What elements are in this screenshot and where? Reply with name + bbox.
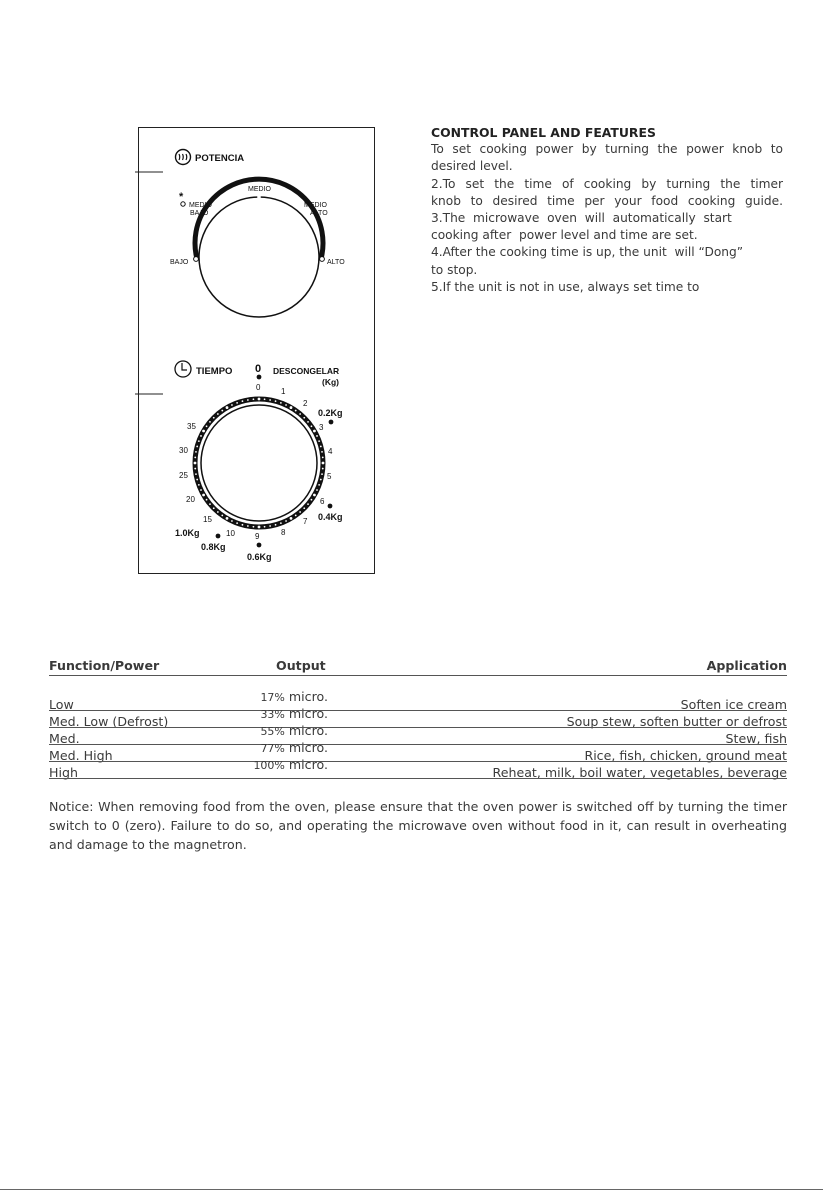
timer-ring-tick	[242, 400, 244, 402]
timer-ring-tick	[198, 484, 200, 486]
timer-ring-tick	[236, 402, 238, 404]
weight-label-0.6: 0.6Kg	[247, 552, 272, 562]
timer-ring-tick	[206, 425, 208, 427]
table-row	[49, 757, 787, 780]
footer-rule	[0, 1189, 823, 1190]
features-heading: CONTROL PANEL AND FEATURES	[431, 125, 656, 140]
timer-title: TIEMPO	[196, 366, 233, 377]
timer-ring-tick	[195, 451, 197, 453]
row-rule	[49, 778, 787, 779]
timer-ring-tick	[253, 398, 255, 400]
row-application: Rice, fish, chicken, ground meat	[584, 748, 787, 763]
row-output-percent: 100%	[253, 759, 285, 772]
weight-label-1.0: 1.0Kg	[175, 528, 200, 538]
row-output-percent: 55%	[260, 725, 285, 738]
timer-ring-tick	[307, 503, 309, 505]
weight-dot-0.4	[328, 504, 333, 509]
timer-ring-tick	[299, 511, 301, 513]
table-row	[49, 706, 787, 729]
row-output	[260, 740, 328, 755]
row-output-unit: micro.	[288, 740, 328, 755]
timer-ring-tick	[264, 398, 266, 400]
timer-ring-tick	[313, 430, 316, 433]
timer-ring-tick	[247, 525, 249, 527]
features-section	[431, 124, 783, 296]
weight-dot-0.2	[329, 420, 334, 425]
header-application: Application	[706, 658, 787, 673]
timer-knob-dial	[201, 405, 317, 521]
timer-ring-tick	[275, 524, 277, 526]
timer-ring-tick	[290, 517, 293, 520]
row-function: High	[49, 765, 78, 780]
timer-ring-tick	[231, 520, 233, 522]
timer-ring-tick	[202, 430, 205, 433]
timer-ring-tick	[316, 489, 318, 491]
timer-ring-tick	[209, 421, 211, 423]
features-line: To set cooking power by turning the power knob to	[431, 142, 783, 157]
timer-ring-tick	[247, 399, 249, 401]
row-output	[260, 689, 328, 704]
timer-ring-tick	[307, 421, 309, 423]
timer-minute-30: 30	[179, 446, 188, 455]
timer-ring-ticks	[194, 398, 325, 529]
row-output	[260, 706, 328, 721]
power-label-medio-bajo-2: BAJO	[190, 210, 209, 217]
row-output-unit: micro.	[288, 706, 328, 721]
timer-ring-tick	[221, 515, 223, 517]
timer-minute-5: 5	[327, 472, 332, 481]
timer-ring-tick	[264, 526, 266, 528]
timer-ring-tick	[213, 507, 215, 509]
timer-zero-dot	[257, 375, 262, 380]
weight-label-0.8: 0.8Kg	[201, 542, 226, 552]
timer-ring-tick	[318, 484, 320, 486]
row-output-percent: 33%	[260, 708, 285, 721]
timer-ring-tick	[316, 435, 318, 437]
timer-ring-tick	[194, 462, 197, 465]
header-output: Output	[276, 658, 326, 673]
timer-minute-9: 9	[255, 532, 260, 541]
power-label-bajo: BAJO	[170, 259, 189, 266]
power-label-alto: ALTO	[327, 259, 345, 266]
timer-ring-tick	[231, 404, 233, 406]
row-application: Soften ice cream	[680, 697, 787, 712]
clock-icon-hands	[182, 363, 187, 370]
power-dot-alto	[320, 257, 325, 262]
timer-ring-tick	[269, 525, 271, 527]
timer-ring-tick	[280, 522, 282, 524]
timer-zero-mark: 0	[255, 363, 262, 375]
timer-ring-tick	[280, 402, 282, 404]
timer-minute-20: 20	[186, 495, 195, 504]
clock-icon	[175, 361, 191, 377]
power-icon-waves	[179, 154, 187, 160]
timer-ring-tick	[275, 400, 277, 402]
timer-ring-tick	[236, 522, 238, 524]
weight-label-0.2: 0.2Kg	[318, 408, 343, 418]
timer-ring-tick	[285, 520, 287, 522]
timer-ring-tick	[311, 425, 313, 427]
timer-ring-tick	[290, 406, 293, 409]
timer-minute-15: 15	[203, 515, 212, 524]
timer-ring-tick	[200, 435, 202, 437]
timer-minute-8: 8	[281, 528, 286, 537]
row-function: Med.	[49, 731, 80, 746]
timer-ring-tick	[322, 462, 325, 465]
row-output-unit: micro.	[288, 757, 328, 772]
features-line: cooking after power level and time are set.	[431, 228, 698, 243]
timer-minute-25: 25	[179, 471, 188, 480]
defrost-title: DESCONGELAR	[273, 366, 340, 376]
row-function: Low	[49, 697, 74, 712]
row-function: Med. High	[49, 748, 113, 763]
header-rule	[49, 675, 787, 676]
defrost-unit: (Kg)	[322, 377, 339, 387]
panel-outline	[139, 128, 375, 574]
timer-ring-tick	[194, 468, 196, 470]
weight-dot-0.6	[257, 543, 262, 548]
table-row	[49, 689, 787, 712]
timer-ring-tick	[196, 446, 198, 448]
power-title: POTENCIA	[195, 153, 245, 164]
timer-ring-tick	[200, 489, 202, 491]
timer-minute-10: 10	[226, 529, 235, 538]
timer-ring-tick	[318, 440, 320, 442]
row-output-percent: 17%	[260, 691, 285, 704]
table-row	[49, 723, 787, 746]
timer-ring-tick	[321, 473, 323, 475]
timer-ring-tick	[242, 524, 244, 526]
timer-ring-tick	[303, 507, 305, 509]
row-output-unit: micro.	[288, 723, 328, 738]
timer-ring-tick	[226, 406, 229, 409]
timer-ring-tick	[320, 479, 322, 481]
weight-dot-0.8	[216, 534, 221, 539]
timer-minute-2: 2	[303, 399, 308, 408]
row-application: Stew, fish	[725, 731, 787, 746]
power-label-medio: MEDIO	[248, 186, 271, 193]
table-row	[49, 740, 787, 763]
timer-ring-tick	[299, 413, 301, 415]
timer-ring-tick	[258, 526, 261, 529]
timer-ring-tick	[253, 526, 255, 528]
features-line: 3.The microwave oven will automatically start	[431, 211, 732, 226]
features-line: 2.To set the time of cooking by turning the timer	[431, 176, 783, 191]
row-output	[260, 723, 328, 738]
header-function: Function/Power	[49, 658, 160, 673]
features-line: to stop.	[431, 262, 478, 277]
features-line: desired level.	[431, 159, 513, 174]
timer-minute-4: 4	[328, 447, 333, 456]
timer-minute-6: 6	[320, 497, 325, 506]
timer-ring-tick	[321, 451, 323, 453]
timer-ring-tick	[209, 503, 211, 505]
timer-ring-tick	[295, 515, 297, 517]
row-function: Med. Low (Defrost)	[49, 714, 169, 729]
timer-ring-tick	[303, 417, 305, 419]
timer-ring-tick	[320, 446, 322, 448]
timer-minute-35: 35	[187, 422, 196, 431]
timer-ring-tick	[202, 494, 205, 497]
defrost-symbol: *	[179, 191, 184, 203]
timer-ring-tick	[198, 440, 200, 442]
timer-minute-0: 0	[256, 383, 261, 392]
timer-ring-tick	[194, 457, 196, 459]
timer-ring-tick	[213, 417, 215, 419]
features-line: 5.If the unit is not in use, always set time to	[431, 279, 700, 294]
timer-ring-tick	[313, 494, 316, 497]
timer-ring-tick	[285, 404, 287, 406]
timer-ring-tick	[322, 457, 324, 459]
timer-ring-tick	[322, 468, 324, 470]
timer-ring-tick	[295, 410, 297, 412]
row-output-unit: micro.	[288, 689, 328, 704]
timer-ring-tick	[217, 511, 219, 513]
timer-minute-1: 1	[281, 387, 286, 396]
timer-ring-tick	[269, 399, 271, 401]
power-label-medio-alto-1: MEDIO	[304, 202, 327, 209]
timer-ring-tick	[217, 413, 219, 415]
timer-ring-tick	[226, 517, 229, 520]
power-dot-bajo	[194, 257, 199, 262]
row-application: Reheat, milk, boil water, vegetables, beverage	[492, 765, 787, 780]
timer-ring-tick	[258, 398, 261, 401]
timer-ring-tick	[195, 473, 197, 475]
power-dot-medio	[257, 195, 261, 199]
row-application: Soup stew, soften butter or defrost	[566, 714, 787, 729]
weight-label-0.4: 0.4Kg	[318, 512, 343, 522]
timer-ring-tick	[221, 410, 223, 412]
features-line: 4.After the cooking time is up, the unit will “Dong”	[431, 245, 744, 260]
power-label-medio-alto-2: ALTO	[310, 210, 328, 217]
row-output-percent: 77%	[260, 742, 285, 755]
timer-ring-tick	[196, 479, 198, 481]
timer-minute-7: 7	[303, 517, 308, 526]
timer-ring-tick	[311, 499, 313, 501]
timer-knob	[175, 361, 343, 562]
timer-minute-3: 3	[319, 423, 324, 432]
features-line: knob to desired time per your food cooking guide.	[431, 193, 783, 208]
row-output	[253, 757, 328, 772]
power-knob-dial	[199, 197, 319, 317]
power-label-medio-bajo-1: MEDIO	[189, 202, 212, 209]
power-knob	[170, 150, 345, 318]
notice-paragraph: Notice: When removing food from the oven, please ensure that the oven power is switched off by turning the timer switch to 0 (zero). Failure to do so, and operating the microwave oven without food in it, can result in overheating and damage to the magnetron.	[49, 799, 787, 852]
timer-ring-tick	[206, 499, 208, 501]
